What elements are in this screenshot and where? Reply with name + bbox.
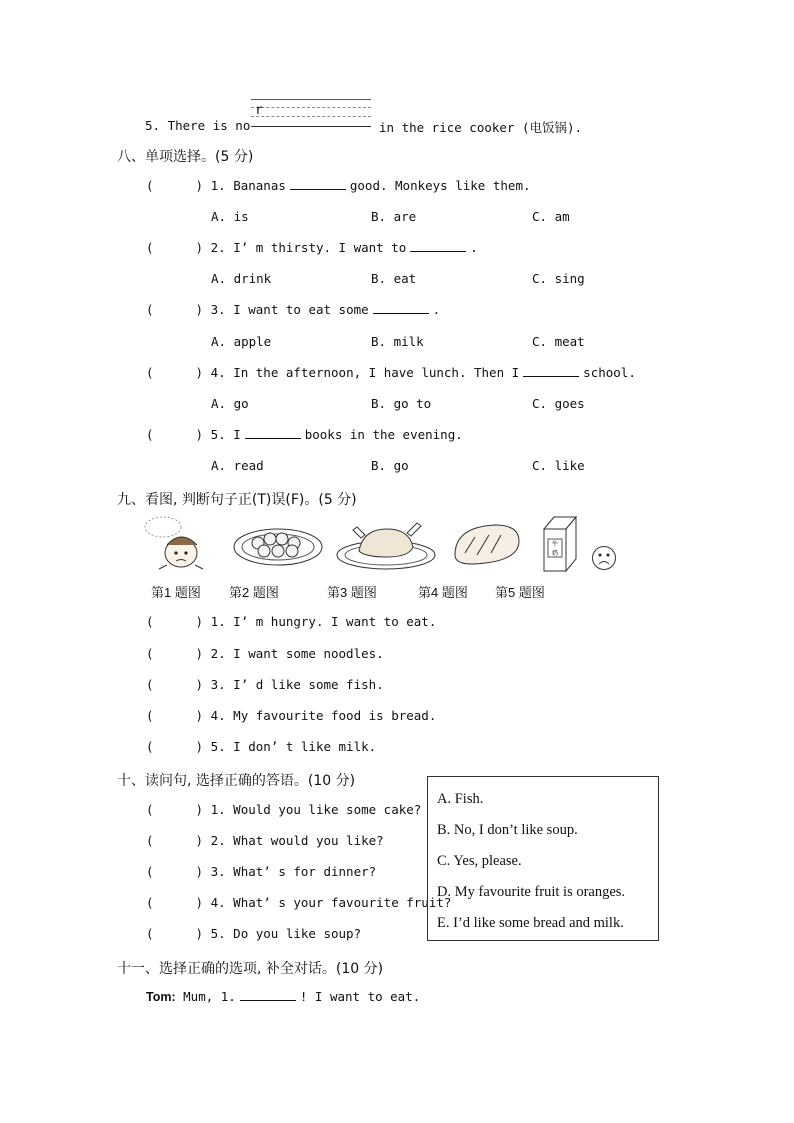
hungry-boy-picture: [143, 515, 213, 570]
four-line-writing-area[interactable]: [251, 99, 371, 129]
q-num: 4.: [210, 365, 226, 380]
paren-close: ): [195, 677, 204, 692]
option-a: A. go: [211, 396, 249, 411]
option-a: A. is: [211, 209, 249, 224]
blank: [290, 179, 346, 190]
caption-pic4: 第4 题图: [418, 585, 468, 600]
question: 5. Do you like soup?: [210, 926, 362, 941]
blank: [373, 303, 429, 314]
paren-close: ): [195, 739, 204, 754]
answer-e: E. I’d like some bread and milk.: [437, 915, 624, 931]
paren-close: ): [195, 365, 204, 380]
s8-q4: [146, 365, 636, 380]
q-stem-end: .: [470, 240, 478, 255]
option-b: B. milk: [371, 334, 424, 349]
section11-title: 十一、选择正确的选项, 补全对话。(10 分): [117, 961, 384, 977]
paren-close: ): [195, 833, 204, 848]
dialogue-line-1: [146, 989, 420, 1004]
question: 1. Would you like some cake?: [210, 802, 422, 817]
answer-options-box: [427, 776, 659, 941]
option-b: B. go: [371, 458, 409, 473]
q-stem-end: school.: [583, 365, 636, 380]
q-num: 3.: [210, 302, 226, 317]
answer-b: B. No, I don’t like soup.: [437, 822, 578, 838]
q-stem-end: good. Monkeys like them.: [349, 178, 531, 193]
paren-open: (: [146, 926, 154, 941]
paren-open: (: [146, 895, 154, 910]
blank: [245, 428, 301, 439]
option-b: B. are: [371, 209, 417, 224]
q-stem-end: books in the evening.: [304, 427, 463, 442]
line-end: ! I want to eat.: [299, 989, 421, 1004]
s9-item: [146, 614, 436, 629]
paren-open: (: [146, 302, 154, 317]
option-a: A. drink: [211, 271, 272, 286]
q5-suffix: [379, 118, 582, 136]
paren-close: ): [195, 802, 204, 817]
q5-fill-line: [145, 118, 250, 133]
option-c: C. sing: [532, 271, 585, 286]
caption-pic3: 第3 题图: [327, 585, 377, 600]
s9-item: [146, 739, 376, 754]
option-c: C. goes: [532, 396, 585, 411]
option-b: B. eat: [371, 271, 417, 286]
s10-item: [146, 864, 376, 879]
option-c: C. meat: [532, 334, 585, 349]
s9-item: [146, 646, 384, 661]
s8-q5: [146, 427, 463, 442]
s8-q3: [146, 302, 440, 317]
milk-carton-picture: [538, 513, 584, 573]
bread-picture: [451, 521, 521, 567]
blank: [240, 990, 296, 1001]
milk-label-1: 牛: [551, 541, 559, 548]
sentence: 3. I’ d like some fish.: [210, 677, 384, 692]
hint-letter: r: [255, 103, 263, 118]
answer-c: C. Yes, please.: [437, 853, 522, 869]
option-b: B. go to: [371, 396, 432, 411]
dumplings-plate-picture: [232, 517, 324, 569]
caption-pic1: 第1 题图: [151, 585, 201, 600]
option-c: C. like: [532, 458, 585, 473]
paren-close: ): [195, 240, 204, 255]
q-stem: Bananas: [233, 178, 286, 193]
paren-open: (: [146, 646, 154, 661]
question: 3. What’ s for dinner?: [210, 864, 377, 879]
q-stem-end: .: [432, 302, 441, 317]
q5-prefix: 5. There is no: [145, 118, 251, 133]
paren-close: ): [195, 646, 204, 661]
sentence: 4. My favourite food is bread.: [210, 708, 437, 723]
sad-face-icon: [591, 545, 617, 571]
answer-a: A. Fish.: [437, 791, 484, 807]
section10-title: 十、读问句, 选择正确的答语。(10 分): [117, 773, 356, 789]
paren-open: (: [146, 708, 154, 723]
paren-open: (: [146, 739, 154, 754]
caption-pic5: 第5 题图: [495, 585, 545, 600]
blank: [523, 366, 579, 377]
s10-item: [146, 833, 384, 848]
q-num: 1.: [210, 178, 226, 193]
paren-close: ): [195, 708, 204, 723]
sentence: 2. I want some noodles.: [210, 646, 384, 661]
s9-item: [146, 677, 384, 692]
paren-close: ): [195, 864, 204, 879]
paren-open: (: [146, 614, 154, 629]
paren-close: ): [195, 302, 204, 317]
answer-d: D. My favourite fruit is oranges.: [437, 884, 626, 900]
s10-item: [146, 895, 451, 910]
option-c: C. am: [532, 209, 570, 224]
paren-close: ): [195, 427, 204, 442]
sentence: 5. I don’ t like milk.: [210, 739, 377, 754]
line-start: Mum, 1.: [183, 989, 236, 1004]
section9-title: 九、看图, 判断句子正(T)误(F)。(5 分): [117, 492, 357, 508]
q5-suffix-text: in the rice cooker (电饭锅).: [379, 120, 583, 135]
paren-open: (: [146, 365, 154, 380]
paren-open: (: [146, 240, 154, 255]
paren-open: (: [146, 864, 154, 879]
sentence: 1. I’ m hungry. I want to eat.: [210, 614, 437, 629]
s10-item: [146, 802, 421, 817]
option-a: A. apple: [211, 334, 272, 349]
paren-close: ): [195, 178, 204, 193]
paren-open: (: [146, 427, 154, 442]
s10-item: [146, 926, 361, 941]
milk-label-2: 奶: [551, 550, 559, 557]
q-stem: I want to eat some: [233, 302, 369, 317]
paren-open: (: [146, 802, 154, 817]
s8-q1: [146, 178, 531, 193]
paren-open: (: [146, 833, 154, 848]
paren-close: ): [195, 614, 204, 629]
q-stem: I: [233, 427, 241, 442]
paren-close: ): [195, 926, 204, 941]
question: 4. What’ s your favourite fruit?: [210, 895, 452, 910]
q-num: 2.: [210, 240, 226, 255]
blank: [410, 241, 466, 252]
paren-open: (: [146, 178, 154, 193]
q-stem: I’ m thirsty. I want to: [233, 240, 407, 255]
paren-close: ): [195, 895, 204, 910]
speaker: Tom:: [146, 990, 176, 1004]
s8-q2: [146, 240, 478, 255]
paren-open: (: [146, 677, 154, 692]
caption-pic2: 第2 题图: [229, 585, 279, 600]
roast-chicken-picture: [335, 515, 437, 571]
q-stem: In the afternoon, I have lunch. Then I: [233, 365, 520, 380]
option-a: A. read: [211, 458, 264, 473]
section8-title: 八、单项选择。(5 分): [117, 149, 254, 165]
q-num: 5.: [210, 427, 226, 442]
s9-item: [146, 708, 436, 723]
question: 2. What would you like?: [210, 833, 384, 848]
